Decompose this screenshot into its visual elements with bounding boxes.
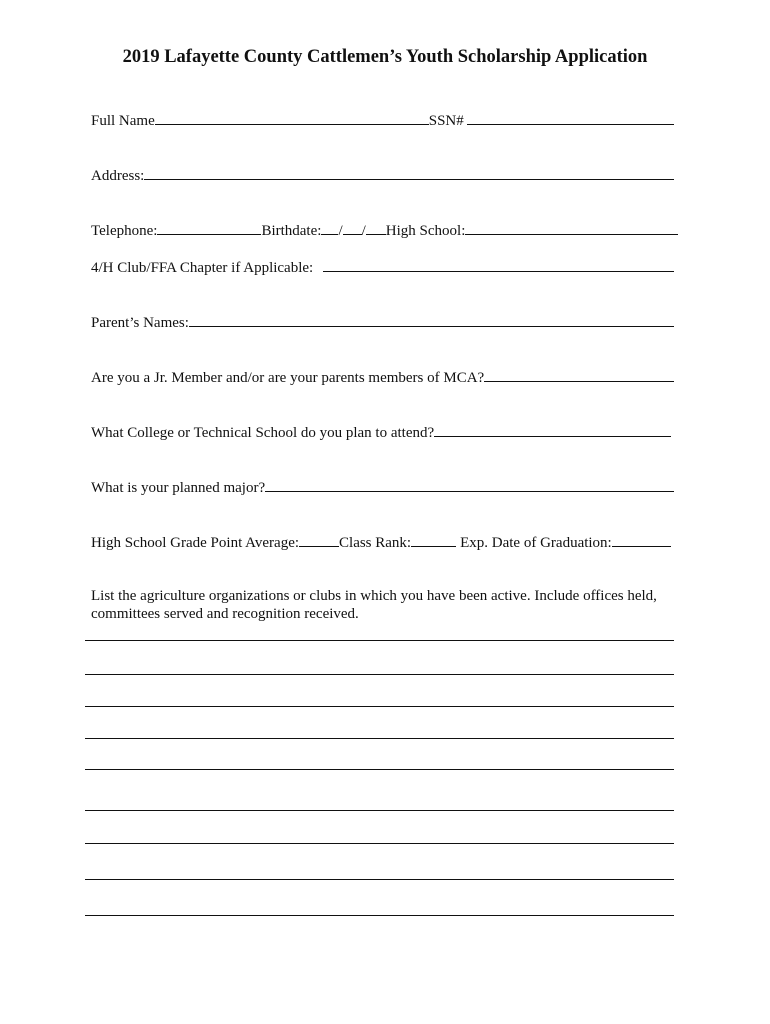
ssn-field[interactable] bbox=[467, 111, 674, 125]
academics-row bbox=[91, 533, 671, 552]
college-field[interactable] bbox=[434, 423, 671, 437]
birth-year-field[interactable] bbox=[366, 221, 386, 235]
parents-label: Parent’s Names: bbox=[91, 315, 189, 331]
address-row bbox=[91, 166, 674, 185]
activities-answer-line[interactable] bbox=[85, 769, 674, 770]
contact-row bbox=[91, 221, 678, 240]
birth-day-field[interactable] bbox=[343, 221, 362, 235]
major-field[interactable] bbox=[265, 478, 674, 492]
full-name-row bbox=[91, 111, 674, 130]
address-label: Address: bbox=[91, 168, 145, 184]
class-rank-field[interactable] bbox=[411, 533, 456, 547]
graduation-label: Exp. Date of Graduation: bbox=[460, 535, 612, 551]
major-row bbox=[91, 478, 674, 497]
graduation-field[interactable] bbox=[612, 533, 671, 547]
activities-answer-line[interactable] bbox=[85, 879, 674, 880]
class-rank-label: Class Rank: bbox=[339, 535, 412, 551]
activities-answer-line[interactable] bbox=[85, 843, 674, 844]
telephone-field[interactable] bbox=[157, 221, 261, 235]
gpa-label: High School Grade Point Average: bbox=[91, 535, 300, 551]
activities-prompt: List the agriculture organizations or clubs in which you have been active. Include offices held, committees served and recognition received. bbox=[91, 588, 657, 622]
activities-answer-line[interactable] bbox=[85, 706, 674, 707]
activities-answer-line[interactable] bbox=[85, 674, 674, 675]
college-label: What College or Technical School do you plan to attend? bbox=[91, 425, 435, 441]
mca-label: Are you a Jr. Member and/or are your parents members of MCA? bbox=[91, 370, 485, 386]
major-label: What is your planned major? bbox=[91, 480, 266, 496]
high-school-field[interactable] bbox=[465, 221, 678, 235]
birthdate-label: Birthdate: bbox=[261, 223, 322, 239]
gpa-field[interactable] bbox=[299, 533, 339, 547]
full-name-label: Full Name bbox=[91, 113, 155, 129]
birthdate-separator: / bbox=[338, 223, 343, 239]
mca-row bbox=[91, 368, 674, 387]
activities-answer-line[interactable] bbox=[85, 915, 674, 916]
birthdate-separator: / bbox=[361, 223, 366, 239]
form-title: 2019 Lafayette County Cattlemen’s Youth Scholarship Application bbox=[122, 47, 648, 67]
high-school-label: High School: bbox=[385, 223, 466, 239]
address-field[interactable] bbox=[144, 166, 674, 180]
birth-month-field[interactable] bbox=[321, 221, 338, 235]
club-row bbox=[91, 258, 674, 277]
full-name-field[interactable] bbox=[155, 111, 429, 125]
club-label: 4/H Club/FFA Chapter if Applicable: bbox=[91, 260, 314, 276]
telephone-label: Telephone: bbox=[91, 223, 158, 239]
club-field[interactable] bbox=[323, 258, 674, 272]
mca-field[interactable] bbox=[484, 368, 674, 382]
college-row bbox=[91, 423, 671, 442]
ssn-label: SSN# bbox=[428, 113, 464, 129]
activities-answer-line[interactable] bbox=[85, 810, 674, 811]
activities-answer-line[interactable] bbox=[85, 738, 674, 739]
parents-field[interactable] bbox=[189, 313, 674, 327]
activities-answer-line[interactable] bbox=[85, 640, 674, 641]
parents-row bbox=[91, 313, 674, 332]
